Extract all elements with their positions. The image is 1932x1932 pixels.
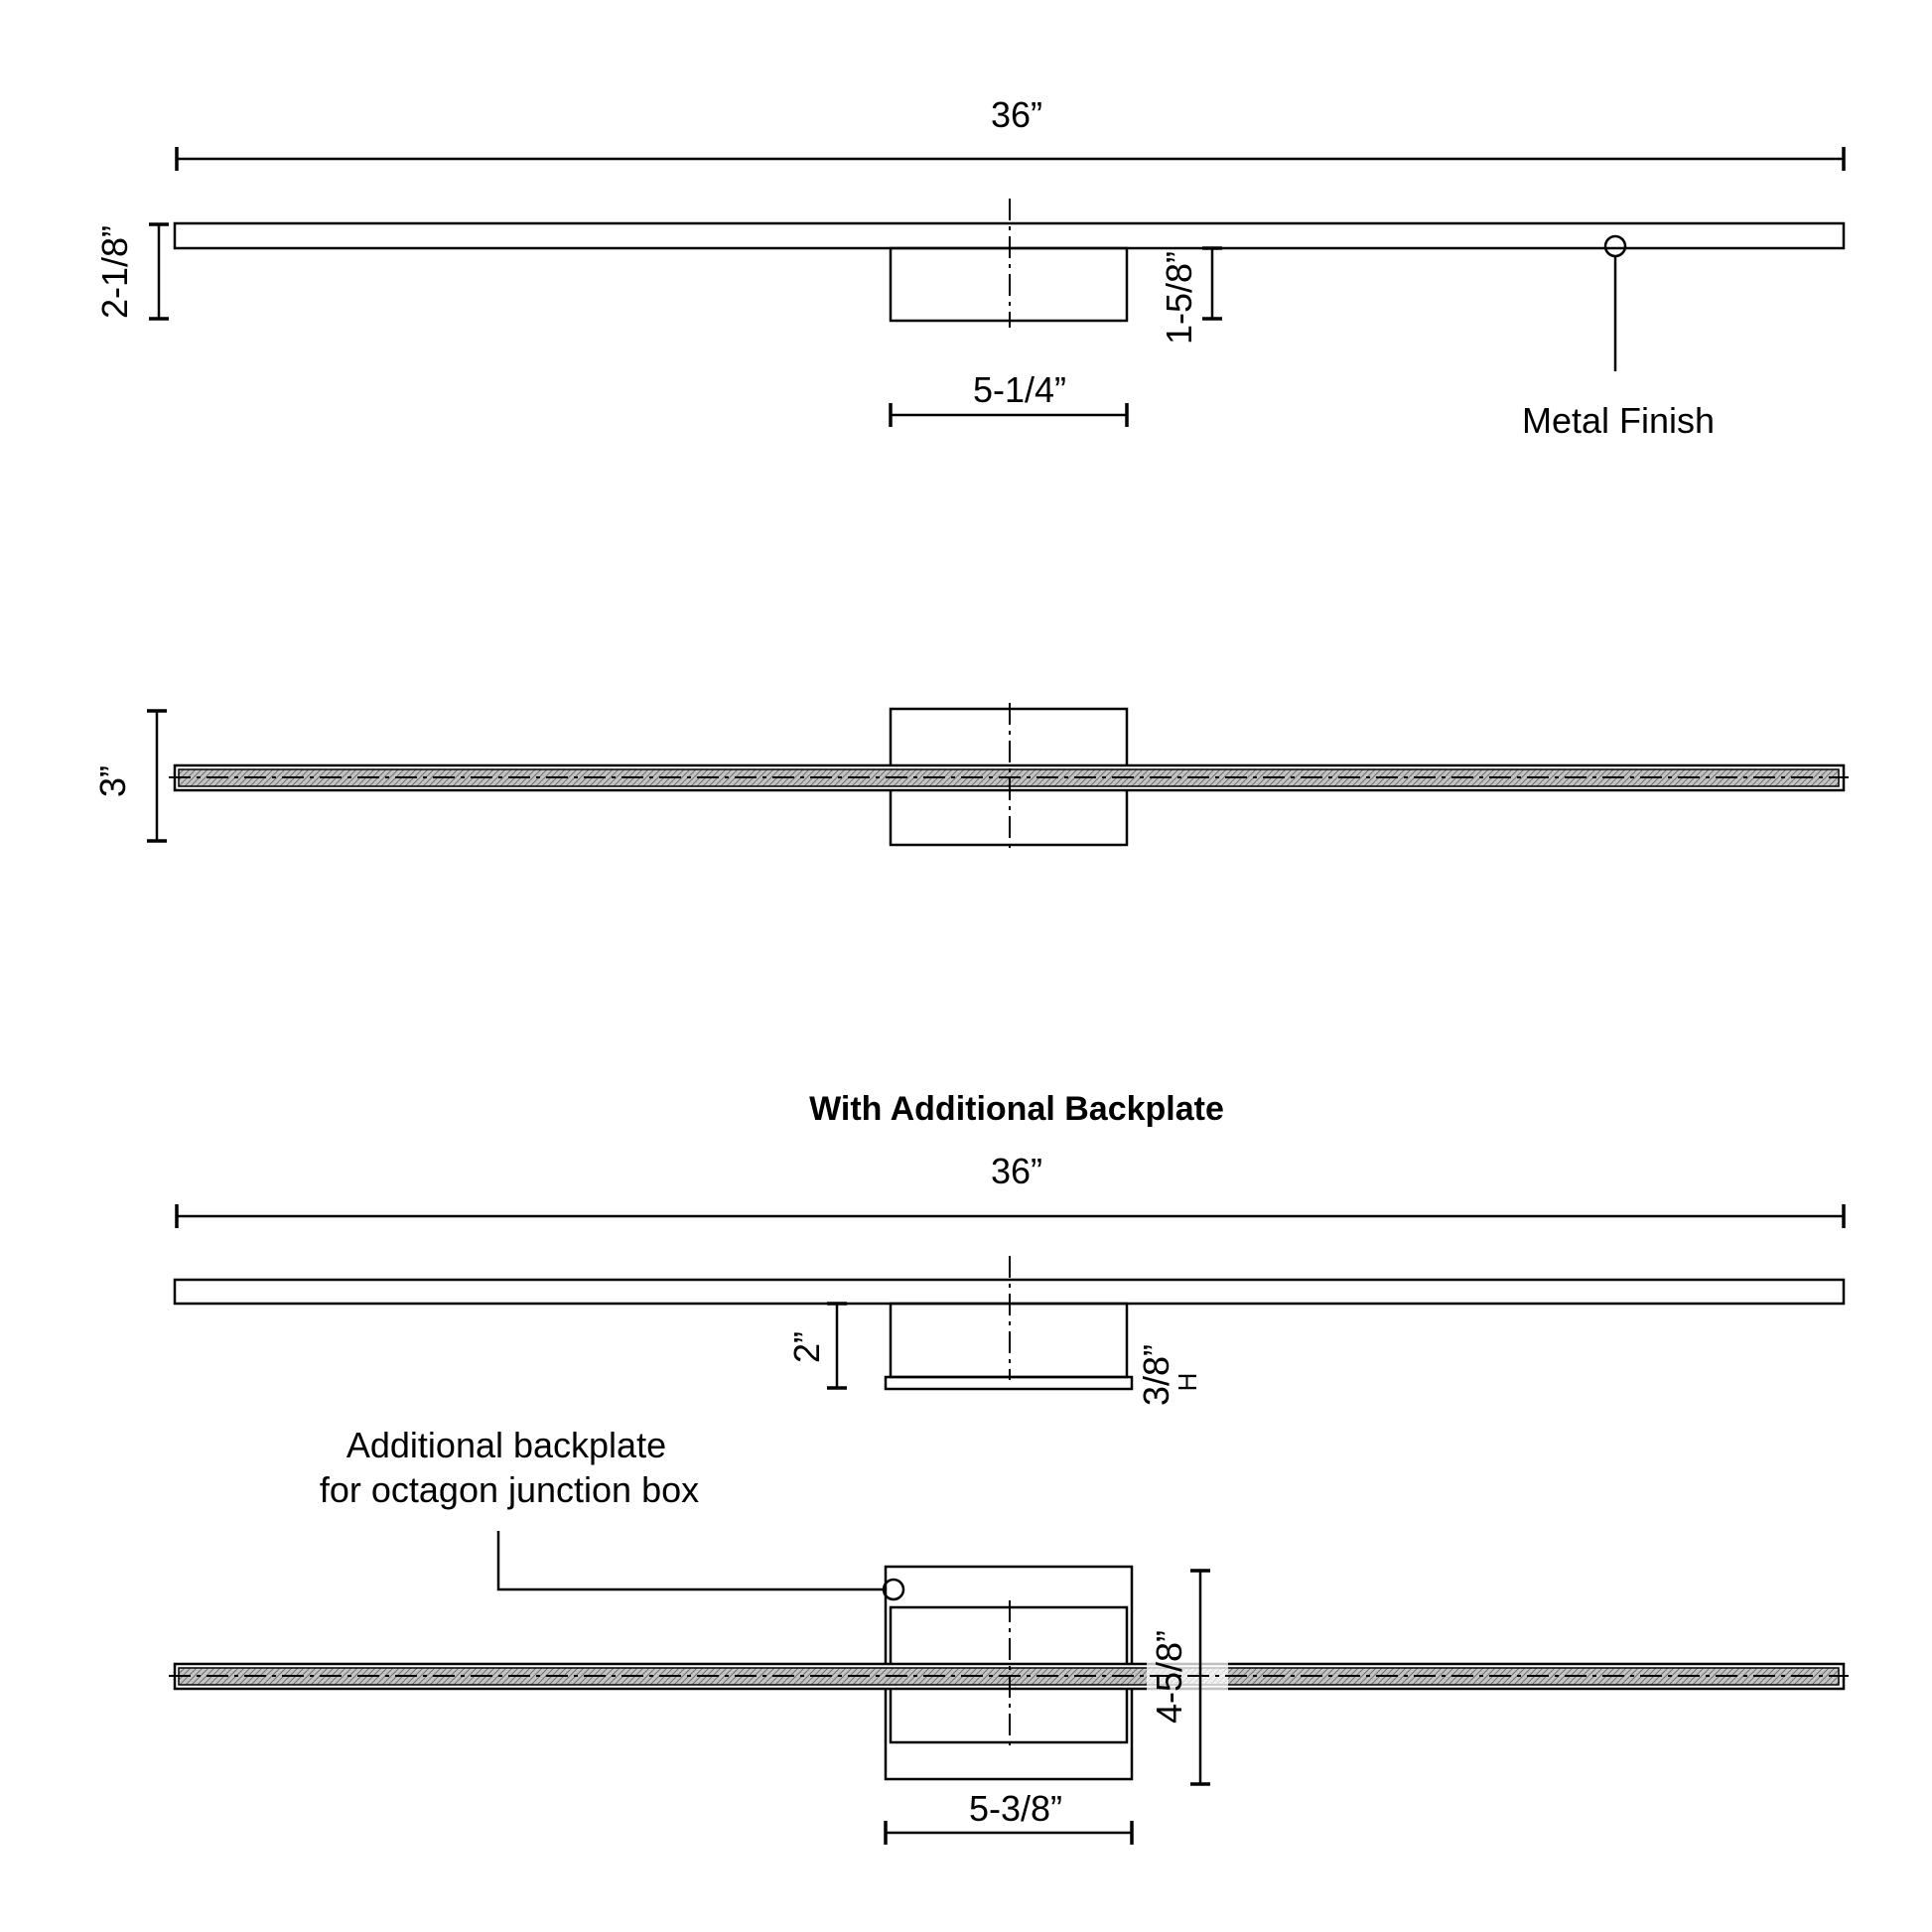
canopy-width-dimension xyxy=(891,369,1127,427)
overall-width-label-2: 36” xyxy=(990,1151,1043,1191)
height-label: 3” xyxy=(92,764,133,798)
canopy-width-label: 5-1/4” xyxy=(972,369,1067,410)
backplate-section xyxy=(169,1090,1849,1845)
canopy-depth-label-2: 2” xyxy=(786,1330,827,1364)
canopy-depth-label: 1-5/8” xyxy=(1159,250,1199,345)
canopy-depth-dimension-2 xyxy=(786,1304,847,1388)
front-view xyxy=(92,703,1849,852)
overall-width-label: 36” xyxy=(990,94,1043,135)
backplate-height-dimension xyxy=(1149,1571,1210,1784)
canopy-depth-dimension xyxy=(1159,248,1222,345)
overall-width-dimension-2 xyxy=(177,1151,1844,1228)
callout-line-1: Additional backplate xyxy=(345,1425,667,1465)
backplate-section-title: With Additional Backplate xyxy=(809,1090,1224,1128)
height-dimension xyxy=(92,711,167,841)
metal-finish-label: Metal Finish xyxy=(1521,400,1716,441)
backplate-callout xyxy=(320,1425,903,1599)
bar-height-dimension xyxy=(94,224,169,319)
backplate-height-label: 4-5/8” xyxy=(1149,1629,1189,1725)
bar-height-label: 2-1/8” xyxy=(94,224,135,320)
metal-finish-callout xyxy=(1522,236,1715,441)
overall-width-dimension xyxy=(177,94,1844,171)
backplate-width-dimension xyxy=(886,1788,1132,1845)
callout-line-2: for octagon junction box xyxy=(319,1469,700,1510)
backplate-thickness-label: 3/8” xyxy=(1136,1343,1176,1407)
top-view xyxy=(94,94,1844,441)
backplate-width-label: 5-3/8” xyxy=(968,1788,1063,1829)
backplate-thickness-suffix: H xyxy=(1173,1372,1202,1392)
backplate-thickness-dimension xyxy=(1136,1344,1202,1406)
